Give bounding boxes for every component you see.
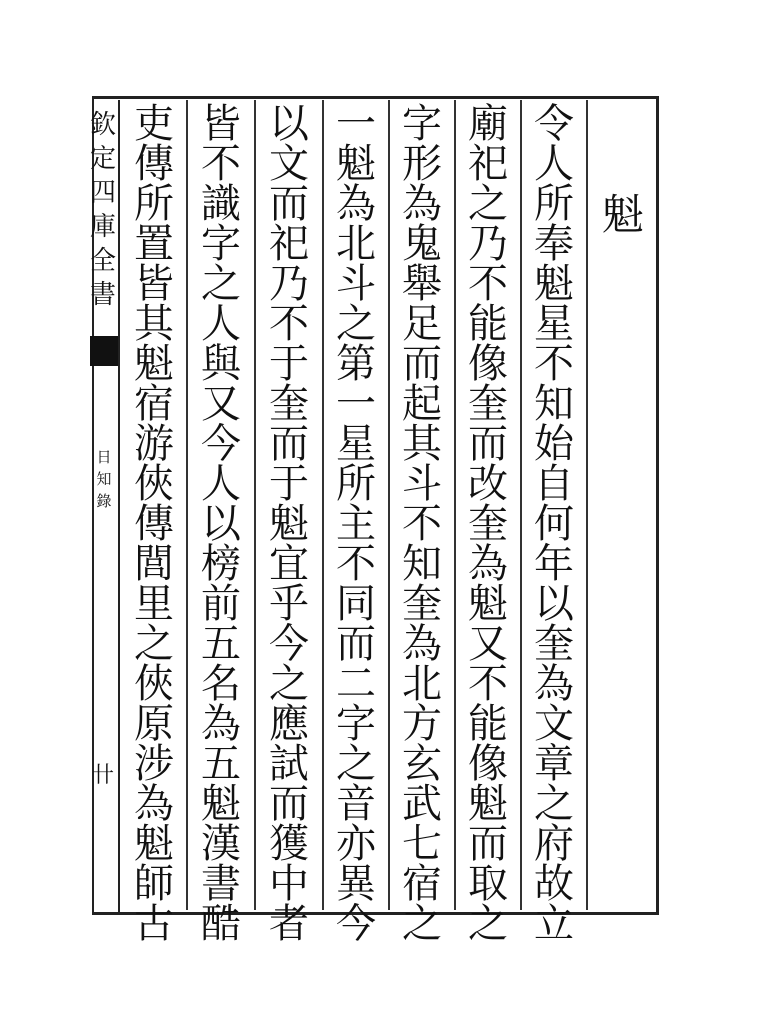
- glyph: 而: [269, 181, 309, 227]
- glyph: 令: [534, 101, 574, 147]
- text-column-2: [455, 101, 521, 947]
- glyph: 自: [534, 461, 574, 507]
- text-column-4: [323, 101, 389, 947]
- glyph: 為: [468, 541, 508, 587]
- glyph: 之: [269, 661, 309, 707]
- glyph: 北: [402, 661, 442, 707]
- glyph: 之: [336, 301, 376, 347]
- glyph: 榜: [201, 541, 241, 587]
- glyph: 主: [336, 501, 376, 547]
- glyph: 年: [534, 541, 574, 587]
- glyph: 星: [534, 301, 574, 347]
- glyph: 奎: [269, 381, 309, 427]
- glyph: 知: [402, 541, 442, 587]
- glyph: 所: [336, 461, 376, 507]
- glyph: 奎: [402, 581, 442, 627]
- glyph: 人: [201, 461, 241, 507]
- section-heading: 魁: [602, 190, 645, 239]
- glyph: 涉: [134, 741, 174, 787]
- glyph: 而: [468, 821, 508, 867]
- glyph: 知: [96, 470, 112, 488]
- glyph: 于: [269, 341, 309, 387]
- glyph: 庫: [90, 212, 117, 242]
- glyph: 之: [336, 741, 376, 787]
- glyph: 酷: [201, 901, 241, 947]
- glyph: 文: [534, 701, 574, 747]
- glyph: 魁: [201, 781, 241, 827]
- glyph: 形: [402, 141, 442, 187]
- glyph: 之: [534, 781, 574, 827]
- glyph: 之: [402, 901, 442, 947]
- text-column-6: [188, 101, 254, 947]
- glyph: 斗: [402, 461, 442, 507]
- glyph: 定: [90, 144, 117, 174]
- glyph: 不: [468, 261, 508, 307]
- text-column-5: [256, 101, 322, 947]
- glyph: 奎: [468, 381, 508, 427]
- text-column-3: [389, 101, 455, 947]
- glyph: 書: [201, 861, 241, 907]
- glyph: 人: [534, 141, 574, 187]
- glyph: 魁: [468, 781, 508, 827]
- glyph: 人: [201, 301, 241, 347]
- glyph: 日: [96, 448, 112, 466]
- glyph: 里: [134, 581, 174, 627]
- glyph: 立: [534, 901, 574, 947]
- glyph: 宿: [402, 861, 442, 907]
- glyph: 而: [468, 421, 508, 467]
- glyph: 之: [468, 181, 508, 227]
- glyph: 字: [336, 701, 376, 747]
- glyph: 不: [468, 661, 508, 707]
- glyph: 皆: [201, 101, 241, 147]
- glyph: 不: [336, 541, 376, 587]
- glyph: 魁: [336, 141, 376, 187]
- glyph: 乃: [269, 261, 309, 307]
- glyph: 俠: [134, 461, 174, 507]
- glyph: 而: [336, 621, 376, 667]
- glyph: 以: [269, 101, 309, 147]
- glyph: 游: [134, 421, 174, 467]
- glyph: 始: [534, 421, 574, 467]
- glyph: 以: [201, 501, 241, 547]
- glyph: 所: [134, 181, 174, 227]
- glyph: 傳: [134, 141, 174, 187]
- glyph: 宿: [134, 381, 174, 427]
- glyph: 章: [534, 741, 574, 787]
- glyph: 魁: [534, 261, 574, 307]
- glyph: 五: [201, 741, 241, 787]
- glyph: 武: [402, 781, 442, 827]
- glyph: 奎: [468, 501, 508, 547]
- glyph: 應: [269, 701, 309, 747]
- glyph: 廟: [468, 101, 508, 147]
- margin-book-title: [90, 108, 116, 312]
- glyph: 皆: [134, 261, 174, 307]
- glyph: 試: [269, 741, 309, 787]
- glyph: 文: [269, 141, 309, 187]
- glyph: 第: [336, 341, 376, 387]
- glyph: 祀: [269, 221, 309, 267]
- glyph: 又: [468, 621, 508, 667]
- glyph: 以: [534, 581, 574, 627]
- top-border: [92, 96, 658, 99]
- glyph: 其: [134, 301, 174, 347]
- glyph: 方: [402, 701, 442, 747]
- glyph: 魁: [134, 821, 174, 867]
- glyph: 漢: [201, 821, 241, 867]
- glyph: 為: [134, 781, 174, 827]
- glyph: 而: [402, 341, 442, 387]
- glyph: 古: [134, 901, 174, 947]
- glyph: 改: [468, 461, 508, 507]
- glyph: 宜: [269, 541, 309, 587]
- glyph: 足: [402, 301, 442, 347]
- glyph: 二: [336, 661, 376, 707]
- glyph: 七: [402, 821, 442, 867]
- glyph: 今: [201, 421, 241, 467]
- glyph: 字: [402, 101, 442, 147]
- glyph: 乎: [269, 581, 309, 627]
- glyph: 原: [134, 701, 174, 747]
- glyph: 同: [336, 581, 376, 627]
- glyph: 魁: [468, 581, 508, 627]
- glyph: 能: [468, 701, 508, 747]
- glyph: 玄: [402, 741, 442, 787]
- glyph: 舉: [402, 261, 442, 307]
- glyph: 字: [201, 221, 241, 267]
- glyph: 府: [534, 821, 574, 867]
- glyph: 獲: [269, 821, 309, 867]
- glyph: 吏: [134, 101, 174, 147]
- glyph: 星: [336, 421, 376, 467]
- glyph: 祀: [468, 141, 508, 187]
- glyph: 魁: [134, 341, 174, 387]
- glyph: 中: [269, 861, 309, 907]
- glyph: 于: [269, 461, 309, 507]
- glyph: 師: [134, 861, 174, 907]
- glyph: 而: [269, 781, 309, 827]
- glyph: 能: [468, 301, 508, 347]
- glyph: 名: [201, 661, 241, 707]
- glyph: 其: [402, 421, 442, 467]
- glyph: 何: [534, 501, 574, 547]
- glyph: 全: [90, 246, 117, 276]
- glyph: 像: [468, 741, 508, 787]
- glyph: 前: [201, 581, 241, 627]
- glyph: 知: [534, 381, 574, 427]
- glyph: 為: [336, 181, 376, 227]
- text-column-1: [521, 101, 587, 947]
- glyph: 故: [534, 861, 574, 907]
- glyph: 不: [269, 301, 309, 347]
- text-column-7: [121, 101, 187, 947]
- glyph: 為: [402, 621, 442, 667]
- glyph: 奉: [534, 221, 574, 267]
- glyph: 閭: [134, 541, 174, 587]
- right-border: [656, 96, 659, 915]
- glyph: 為: [534, 661, 574, 707]
- margin-divider: [118, 100, 120, 912]
- glyph: 不: [534, 341, 574, 387]
- glyph: 為: [402, 181, 442, 227]
- glyph: 不: [402, 501, 442, 547]
- glyph: 一: [336, 381, 376, 427]
- glyph: 鬼: [402, 221, 442, 267]
- glyph: 今: [336, 901, 376, 947]
- glyph: 四: [90, 178, 117, 208]
- glyph: 取: [468, 861, 508, 907]
- glyph: 而: [269, 421, 309, 467]
- glyph: 與: [201, 341, 241, 387]
- glyph: 斗: [336, 261, 376, 307]
- glyph: 錄: [96, 492, 112, 510]
- glyph: 者: [269, 901, 309, 947]
- glyph: 之: [468, 901, 508, 947]
- glyph: 書: [90, 280, 117, 310]
- glyph: 又: [201, 381, 241, 427]
- glyph: 亦: [336, 821, 376, 867]
- margin-book-name: [96, 446, 112, 512]
- glyph: 識: [201, 181, 241, 227]
- glyph: 之: [201, 261, 241, 307]
- glyph: 傳: [134, 501, 174, 547]
- glyph: 音: [336, 781, 376, 827]
- glyph: 欽: [90, 110, 117, 140]
- glyph: 奎: [534, 621, 574, 667]
- glyph: 俠: [134, 661, 174, 707]
- glyph: 一: [336, 101, 376, 147]
- fish-tail-mark: [90, 336, 118, 366]
- glyph: 像: [468, 341, 508, 387]
- glyph: 五: [201, 621, 241, 667]
- glyph: 魁: [269, 501, 309, 547]
- glyph: 之: [134, 621, 174, 667]
- glyph: 乃: [468, 221, 508, 267]
- glyph: 為: [201, 701, 241, 747]
- page-number: 卄: [91, 763, 114, 788]
- glyph: 置: [134, 221, 174, 267]
- glyph: 不: [201, 141, 241, 187]
- glyph: 起: [402, 381, 442, 427]
- glyph: 今: [269, 621, 309, 667]
- glyph: 異: [336, 861, 376, 907]
- glyph: 所: [534, 181, 574, 227]
- glyph: 北: [336, 221, 376, 267]
